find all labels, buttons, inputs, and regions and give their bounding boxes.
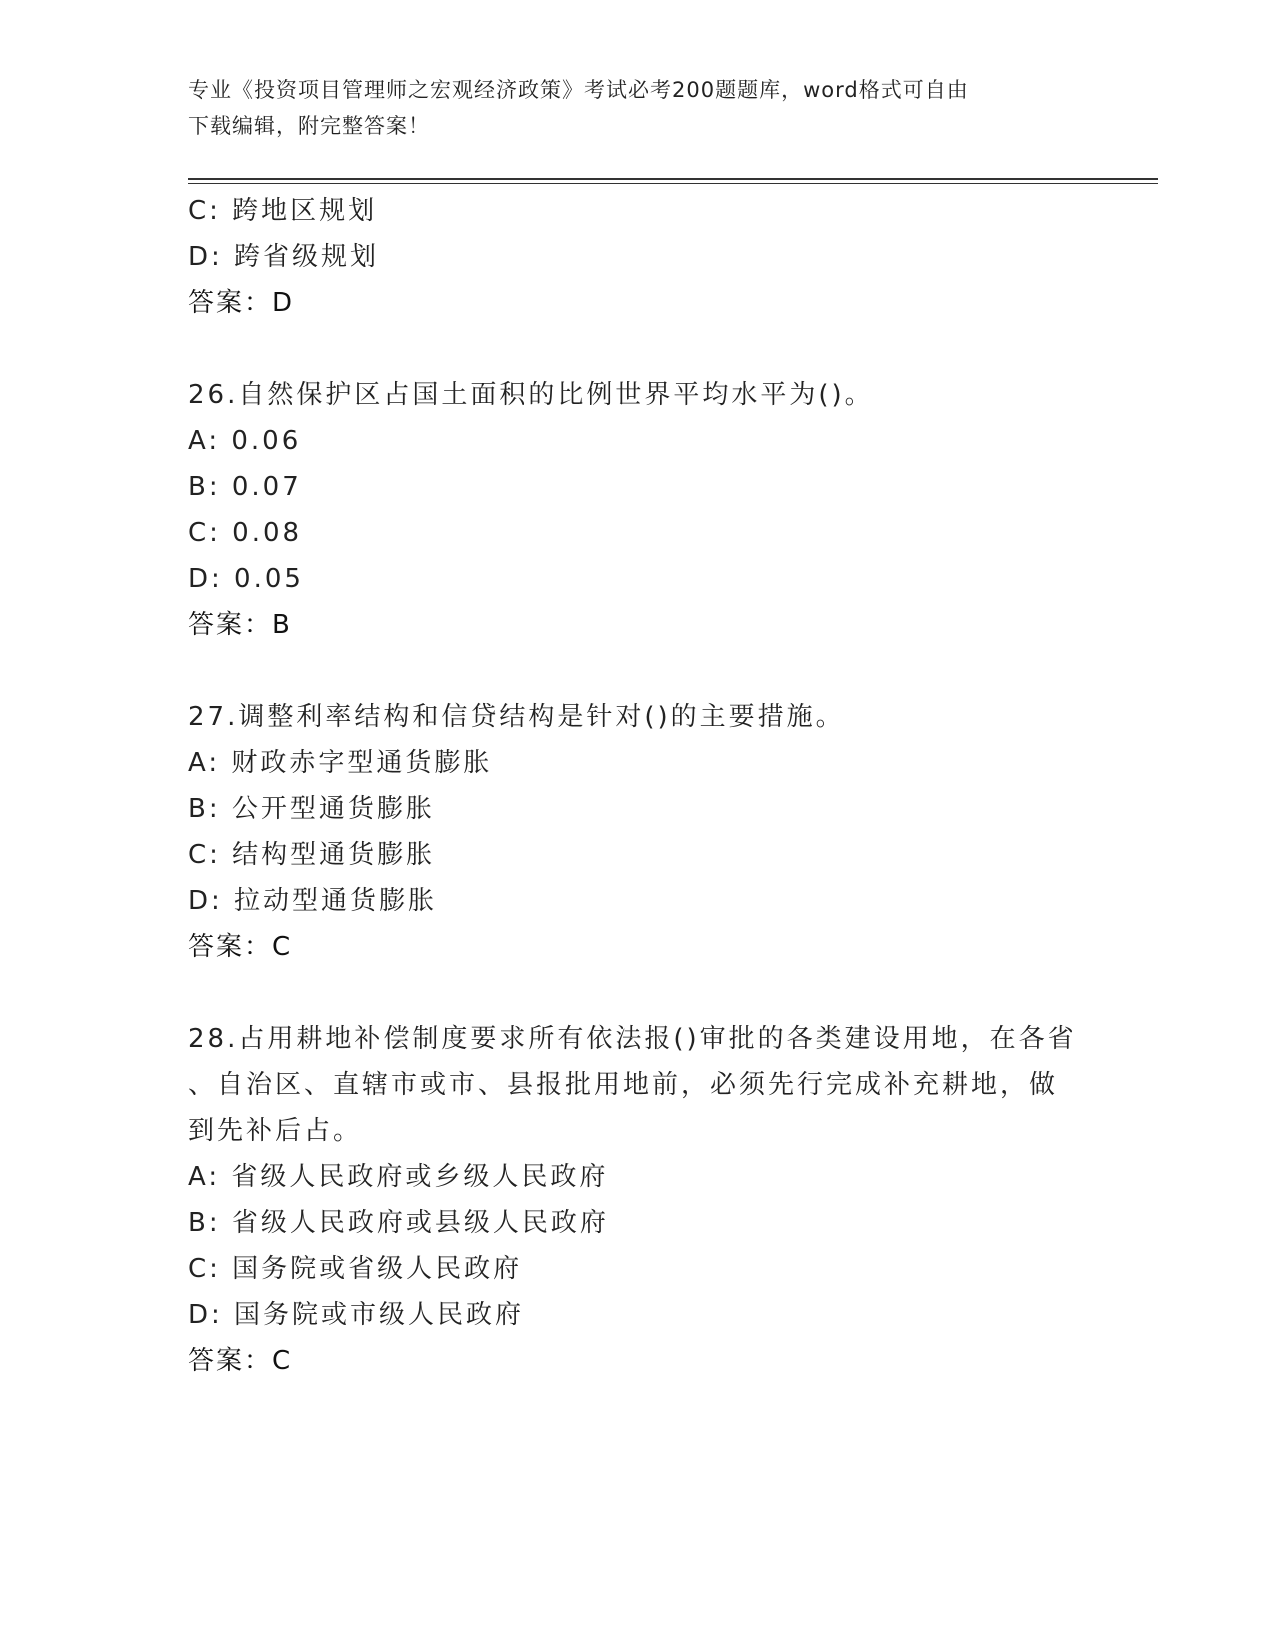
option-a: A: 0.06 xyxy=(188,426,302,456)
option-b: B: 0.07 xyxy=(188,472,302,502)
question-28 xyxy=(188,1016,1088,1384)
option-c: C: 结构型通货膨胀 xyxy=(188,840,436,870)
spacer xyxy=(188,970,1088,1016)
option-a: A: 省级人民政府或乡级人民政府 xyxy=(188,1162,609,1192)
question-text-line-2: 、自治区、直辖市或市、县报批用地前，必须先行完成补充耕地，做 xyxy=(188,1070,1059,1100)
answer-line: 答案：D xyxy=(188,288,295,318)
header-rule-thin xyxy=(188,183,1158,184)
option-d: D: 国务院或市级人民政府 xyxy=(188,1300,525,1330)
answer-line: 答案：C xyxy=(188,1346,293,1376)
option-c: C: 0.08 xyxy=(188,518,303,548)
header-rule-thick xyxy=(188,178,1158,180)
question-text-line-1: 28.占用耕地补偿制度要求所有依法报()审批的各类建设用地，在各省 xyxy=(188,1024,1077,1054)
header-line-2: 下载编辑，附完整答案！ xyxy=(188,114,430,138)
option-c: C: 国务院或省级人民政府 xyxy=(188,1254,523,1284)
answer-line: 答案：B xyxy=(188,610,292,640)
spacer xyxy=(188,648,1088,694)
spacer xyxy=(188,326,1088,372)
question-27 xyxy=(188,694,1088,970)
option-d: D: 跨省级规划 xyxy=(188,242,380,272)
page-header xyxy=(188,72,1088,144)
option-a: A: 财政赤字型通货膨胀 xyxy=(188,748,493,778)
previous-question-tail xyxy=(188,188,1088,326)
option-b: B: 省级人民政府或县级人民政府 xyxy=(188,1208,609,1238)
answer-line: 答案：C xyxy=(188,932,293,962)
option-c: C: 跨地区规划 xyxy=(188,196,378,226)
option-d: D: 0.05 xyxy=(188,564,304,594)
question-list xyxy=(188,188,1088,1384)
header-line-1: 专业《投资项目管理师之宏观经济政策》考试必考200题题库，word格式可自由 xyxy=(188,78,969,102)
question-text: 26.自然保护区占国土面积的比例世界平均水平为()。 xyxy=(188,380,874,410)
question-text-line-3: 到先补后占。 xyxy=(188,1116,363,1146)
question-26 xyxy=(188,372,1088,648)
option-b: B: 公开型通货膨胀 xyxy=(188,794,435,824)
option-d: D: 拉动型通货膨胀 xyxy=(188,886,438,916)
question-text: 27.调整利率结构和信贷结构是针对()的主要措施。 xyxy=(188,702,845,732)
